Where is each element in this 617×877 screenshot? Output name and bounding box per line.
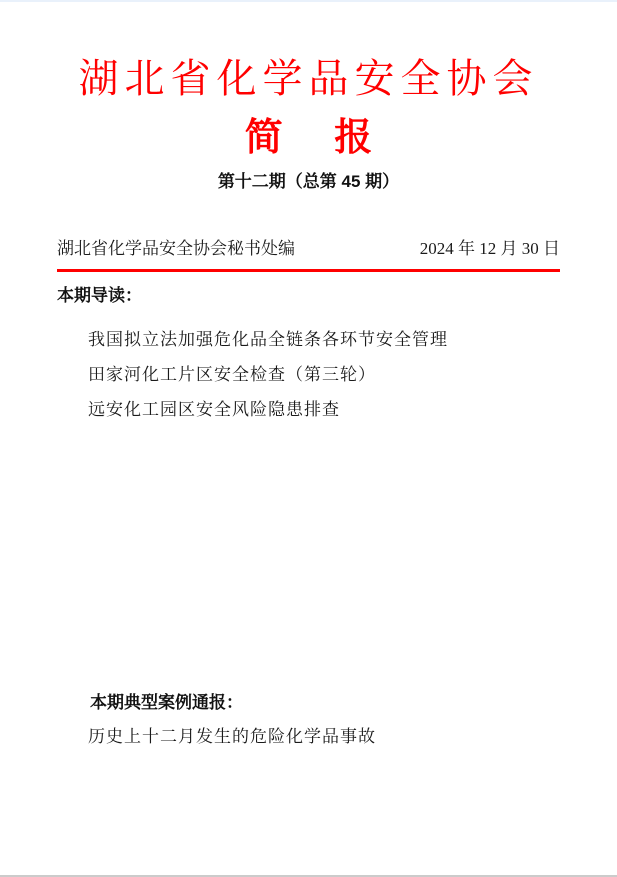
page-content <box>0 55 617 747</box>
red-divider-rule <box>57 269 560 272</box>
toc-item: 田家河化工片区安全检查（第三轮） <box>88 365 376 384</box>
toc-heading: 本期导读： <box>57 286 142 305</box>
editor-line: 湖北省化学品安全协会秘书处编 <box>57 239 295 258</box>
bulletin-title: 简 报 <box>244 117 373 159</box>
editor-date-row <box>57 238 560 260</box>
toc-list <box>57 322 560 427</box>
toc-item: 我国拟立法加强危化品全链条各环节安全管理 <box>88 330 448 349</box>
toc-item: 远安化工园区安全风险隐患排查 <box>88 400 340 419</box>
date-line: 2024 年 12 月 30 日 <box>419 239 560 258</box>
case-report-heading: 本期典型案例通报： <box>90 693 243 712</box>
case-report-section <box>57 692 560 747</box>
organization-title: 湖北省化学品安全协会 <box>78 56 539 101</box>
case-report-item: 历史上十二月发生的危险化学品事故 <box>88 727 376 746</box>
issue-number-line: 第十二期（总第 45 期） <box>217 172 400 191</box>
